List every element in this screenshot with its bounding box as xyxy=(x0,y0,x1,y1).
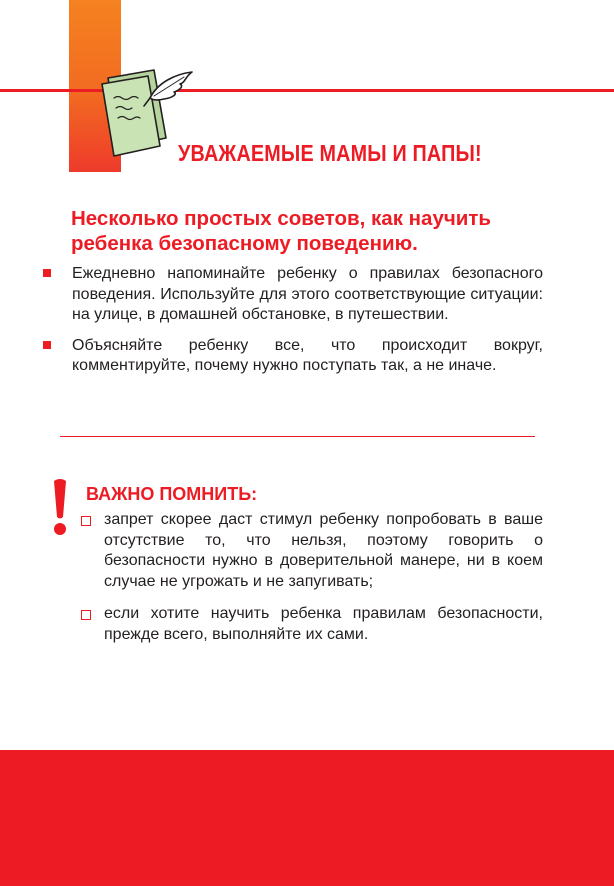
list-item xyxy=(43,336,543,377)
bottom-band xyxy=(0,750,614,886)
list-item xyxy=(43,264,543,326)
reminder-text: запрет скорее даст стимул ребенку попробовать в ваше отсутствие то, что нельзя, поэтому говорить о безопасности нужно в доверительной манере, ни в коем случае не угрожать и не запугивать; xyxy=(104,511,543,590)
hollow-square-bullet-icon xyxy=(81,610,91,620)
tip-text: Ежедневно напоминайте ребенку о правилах безопасного поведения. Используйте для этого соответствующие ситуации: на улице, в домашней обстановке, в путешествии. xyxy=(72,265,543,323)
square-bullet-icon xyxy=(43,269,51,277)
list-item xyxy=(81,604,543,645)
hollow-square-bullet-icon xyxy=(81,516,91,526)
tips-list xyxy=(43,264,543,387)
page-title: УВАЖАЕМЫЕ МАМЫ И ПАПЫ! xyxy=(178,140,482,166)
divider xyxy=(60,436,535,437)
subtitle xyxy=(71,206,571,256)
important-title: ВАЖНО ПОМНИТЬ: xyxy=(86,484,258,504)
tip-text: Объясняйте ребенку все, что происходит вокруг, комментируйте, почему нужно поступать так, а не иначе. xyxy=(72,336,543,374)
square-bullet-icon xyxy=(43,341,51,349)
reminders-list xyxy=(81,510,543,657)
subtitle-line-1: Несколько простых советов, как научить xyxy=(71,207,491,230)
list-item xyxy=(81,510,543,592)
exclamation-icon xyxy=(50,477,70,537)
reminder-text: если хотите научить ребенка правилам безопасности, прежде всего, выполняйте их сами. xyxy=(104,605,543,643)
subtitle-line-2: ребенка безопасному поведению. xyxy=(71,232,418,255)
